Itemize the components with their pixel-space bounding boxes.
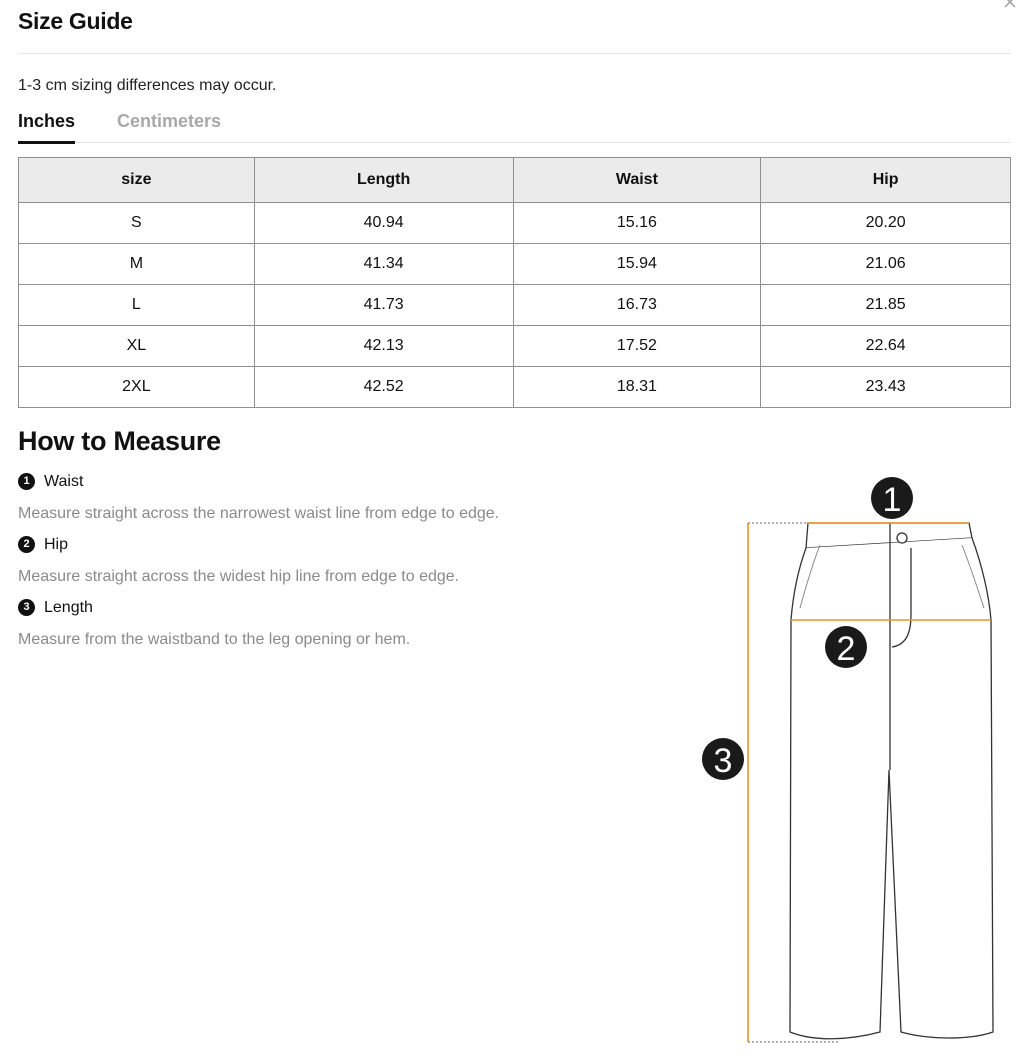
cell-hip: 21.85 [761, 285, 1011, 326]
table-row [19, 326, 1011, 367]
col-header-hip: Hip [761, 158, 1011, 203]
title-divider [18, 53, 1011, 54]
cell-size: L [19, 285, 255, 326]
step-description: Measure straight across the narrowest waist line from edge to edge. [18, 505, 500, 522]
col-header-length: Length [254, 158, 513, 203]
unit-tabs [18, 106, 1011, 143]
step-description: Measure straight across the widest hip line from edge to edge. [18, 568, 460, 585]
cell-length: 42.52 [254, 367, 513, 408]
step-number-badge: 3 [18, 599, 35, 616]
cell-hip: 22.64 [761, 326, 1011, 367]
pants-measurement-diagram [690, 470, 1010, 1055]
close-icon [1002, 0, 1018, 10]
step-label: Waist [44, 473, 84, 490]
pants-outline [790, 523, 993, 1039]
step-label: Hip [44, 536, 69, 553]
marker-2 [825, 626, 867, 668]
cell-waist: 15.94 [513, 244, 761, 285]
cell-hip: 23.43 [761, 367, 1011, 408]
marker-2-label: 2 [836, 630, 856, 668]
marker-1-label: 1 [882, 481, 902, 519]
cell-hip: 20.20 [761, 203, 1011, 244]
tab-inches[interactable]: Inches [18, 111, 76, 131]
table-row [19, 367, 1011, 408]
marker-1 [871, 477, 913, 519]
sizing-note: 1-3 cm sizing differences may occur. [18, 77, 277, 94]
how-to-measure-heading: How to Measure [18, 426, 221, 456]
cell-waist: 17.52 [513, 326, 761, 367]
step-hip [18, 535, 68, 555]
table-row [19, 285, 1011, 326]
cell-length: 40.94 [254, 203, 513, 244]
step-number-badge: 1 [18, 473, 35, 490]
col-header-size: size [19, 158, 255, 203]
size-table [18, 157, 1011, 408]
marker-3 [702, 738, 744, 780]
step-label: Length [44, 599, 93, 616]
tab-centimeters[interactable]: Centimeters [117, 111, 222, 131]
step-number-badge: 2 [18, 536, 35, 553]
cell-length: 42.13 [254, 326, 513, 367]
step-length [18, 598, 93, 618]
cell-size: S [19, 203, 255, 244]
table-row [19, 203, 1011, 244]
cell-waist: 16.73 [513, 285, 761, 326]
cell-length: 41.34 [254, 244, 513, 285]
col-header-waist: Waist [513, 158, 761, 203]
table-row [19, 244, 1011, 285]
cell-waist: 15.16 [513, 203, 761, 244]
cell-size: M [19, 244, 255, 285]
cell-size: XL [19, 326, 255, 367]
modal-title: Size Guide [18, 8, 133, 34]
cell-waist: 18.31 [513, 367, 761, 408]
table-header-row [19, 158, 1011, 203]
cell-hip: 21.06 [761, 244, 1011, 285]
step-description: Measure from the waistband to the leg opening or hem. [18, 631, 411, 648]
cell-size: 2XL [19, 367, 255, 408]
step-waist [18, 472, 83, 492]
cell-length: 41.73 [254, 285, 513, 326]
marker-3-label: 3 [713, 742, 733, 780]
close-button[interactable] [1002, 0, 1018, 10]
